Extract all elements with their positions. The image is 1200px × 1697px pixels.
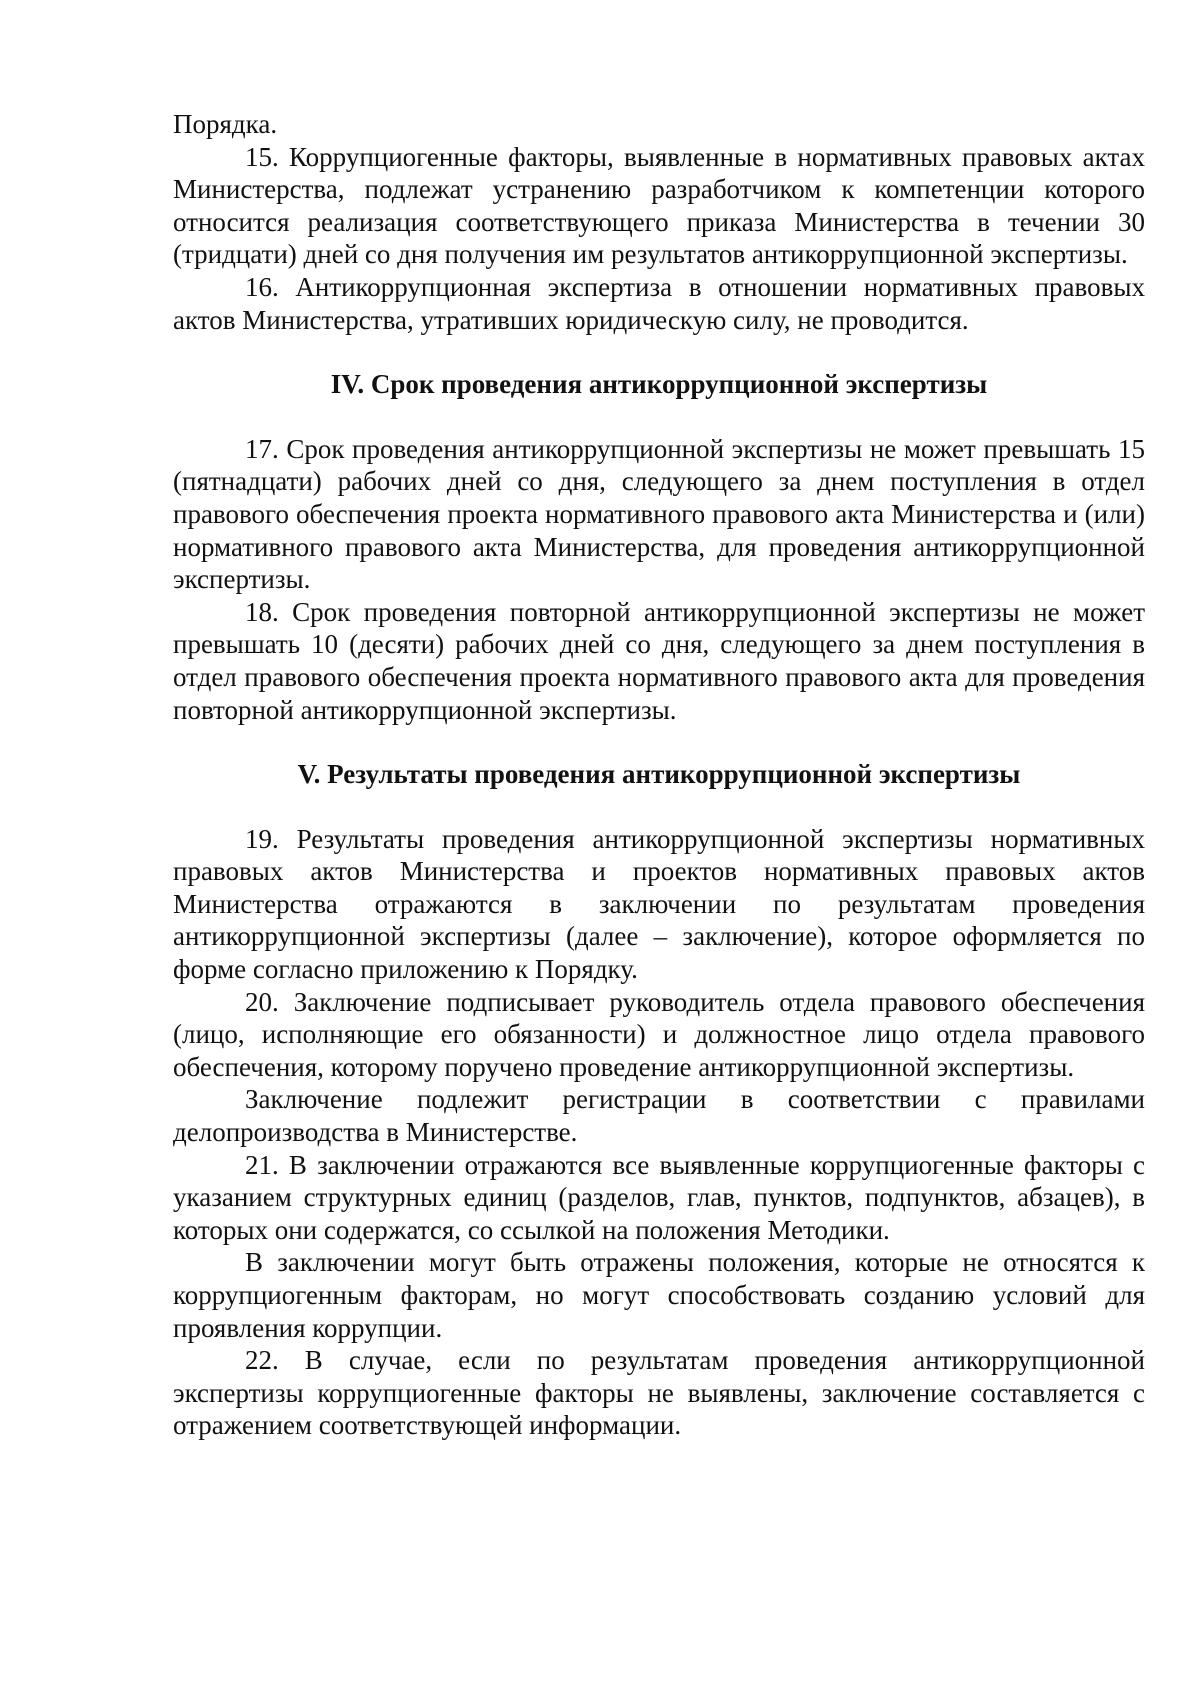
paragraph-22: 22. В случае, если по результатам проведения антикоррупционной экспертизы коррупциогенные факторы не выявлены, заключение составляется с отражением соответствующей информации. [173,1345,1145,1441]
paragraph-16: 16. Антикоррупционная экспертиза в отношении нормативных правовых актов Министерства, утративших юридическую силу, не проводится. [173,271,1145,335]
paragraph-17: 17. Срок проведения антикоррупционной экспертизы не может превышать 15 (пятнадцати) рабочих дней со дня, следующего за днем поступления в отдел правового обеспечения проекта нормативного правового акта Министерства и (или) нормативного правового акта Министерства, для проведения антикоррупционной экспертизы. [173,433,1145,595]
paragraph-21: 21. В заключении отражаются все выявленные коррупциогенные факторы с указанием структурных единиц (разделов, глав, пунктов, подпунктов, абзацев), в которых они содержатся, со ссылкой на положения Методики. [173,1149,1145,1245]
section-heading-4: IV. Срок проведения антикоррупционной экспертизы [330,369,988,400]
paragraph-19: 19. Результаты проведения антикоррупционной экспертизы нормативных правовых актов Министерства и проектов нормативных правовых актов Министерства отражаются в заключении по результатам проведения антикоррупционной экспертизы (далее – заключение), которое оформляется по форме согласно приложению к Порядку. [173,823,1145,985]
document-page [173,108,1145,1442]
section-heading-5: V. Результаты проведения антикоррупционной экспертизы [297,759,1021,790]
paragraph-21-additional: В заключении могут быть отражены положения, которые не относятся к коррупциогенным факторам, но могут способствовать созданию условий для проявления коррупции. [173,1247,1145,1343]
paragraph-20-registration: Заключение подлежит регистрации в соответствии с правилами делопроизводства в Министерстве. [173,1084,1145,1148]
paragraph-15: 15. Коррупциогенные факторы, выявленные в нормативных правовых актах Министерства, подлежат устранению разработчиком к компетенции которого относится реализация соответствующего приказа Министерства в течении 30 (тридцати) дней со дня получения им результатов антикоррупционной экспертизы. [173,141,1145,270]
paragraph-20: 20. Заключение подписывает руководитель отдела правового обеспечения (лицо, исполняющие его обязанности) и должностное лицо отдела правового обеспечения, которому поручено проведение антикоррупционной экспертизы. [173,986,1145,1082]
paragraph-continuation: Порядка. [173,109,278,139]
paragraph-18: 18. Срок проведения повторной антикоррупционной экспертизы не может превышать 10 (десяти) рабочих дней со дня, следующего за днем поступления в отдел правового обеспечения проекта нормативного правового акта для проведения повторной антикоррупционной экспертизы. [173,596,1145,725]
